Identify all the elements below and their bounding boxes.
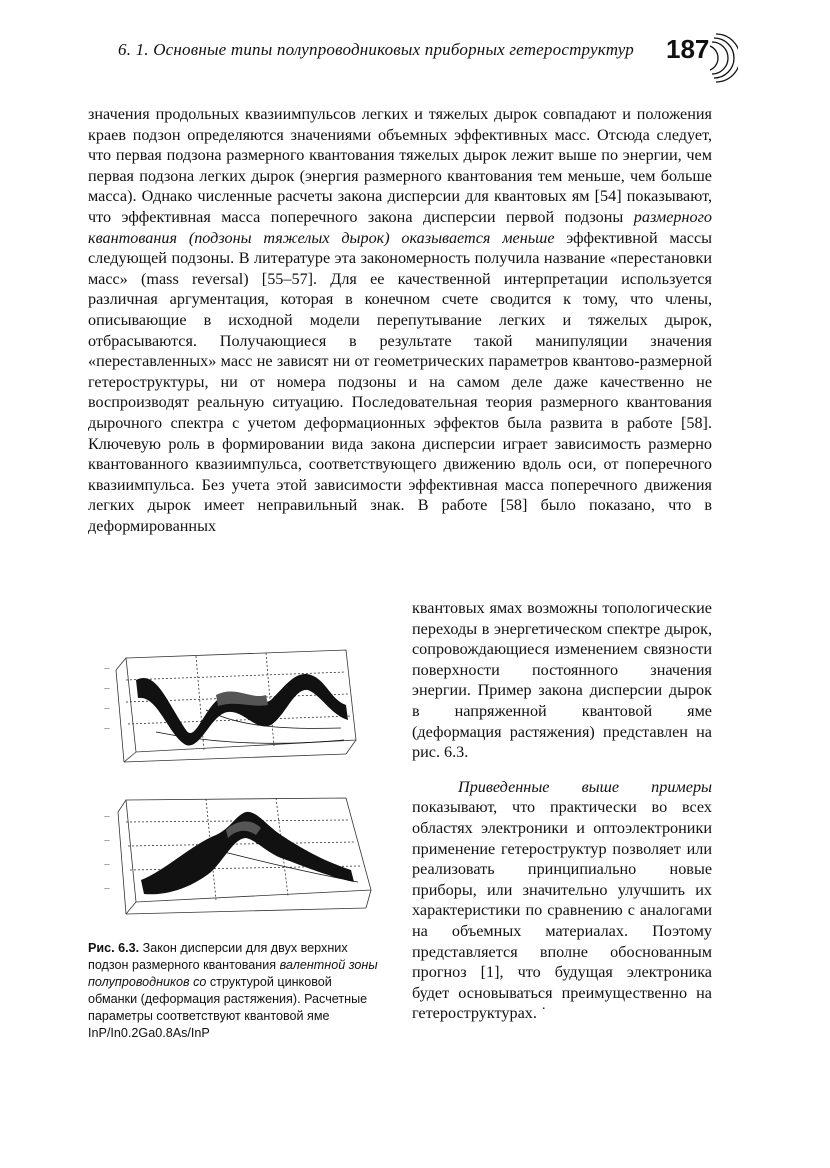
figure-caption-text: Закон дисперсии для двух верхних подзон размерного квантования: [88, 941, 348, 972]
closing-paragraph-italic: Приведенные выше примеры: [458, 777, 712, 796]
running-head: 6. 1. Основные типы полупроводниковых приборных гетероструктур: [118, 40, 634, 59]
paragraph-text-continued: эффективной массы следующей подзоны. В литературе эта закономерность получила название «перестановки масс» (mass reversal) [55–57]. Для ее качественной интерпретации используется различная аргументация, которая в конечном счете сводится к тому, что члены, описывающие в исходной модели перепутывание легких и тяжелых дырок, отбрасываются. Получающиеся в результате такой манипуляции значения «переставленных» масс не зависят ни от геометрических параметров квантово-размерной гетероструктуры, ни от номера подзоны и на самом деле даже качественно не воспроизводят реальную ситуацию. Последовательная теория размерного квантования дырочного спектра с учетом деформационных эффектов была развита в работе [58]. Ключевую роль в формировании вида закона дисперсии играет зависимость размерно квантованного квазиимпульса, соответствующего движению вдоль оси, от поперечного квазиимпульса. Без учета этой зависимости эффективная масса поперечного движения легких дырок имеет неправильный знак. В работе [58] было показано, что в деформированных: [88, 228, 712, 535]
body-paragraph: [88, 104, 712, 536]
closing-paragraph: [412, 777, 712, 1024]
figure-caption: [88, 940, 378, 1042]
figure-caption-text-2: структурой цинковой обманки (деформация растяжения). Расчетные параметры соответствуют квантовой яме: [88, 975, 368, 1023]
svg-text:—: —: [104, 685, 110, 692]
svg-text:—: —: [104, 813, 110, 820]
figure-caption-label: Рис. 6.3.: [88, 941, 140, 955]
right-column-text: [412, 598, 712, 1024]
paragraph-text: значения продольных квазиимпульсов легких и тяжелых дырок совпадают и положения краев подзон определяются значениями объемных эффективных масс. Отсюда следует, что первая подзона размерного квантования тяжелых дырок лежит выше по энергии, чем первая подзона легких дырок (энергия размерного квантования тем меньше, чем больше масса). Однако численные расчеты закона дисперсии для квантовых ям [54] показывают, что эффективная масса поперечного закона дисперсии первой подзоны: [88, 105, 712, 226]
svg-text:—: —: [104, 885, 110, 892]
svg-text:—: —: [104, 705, 110, 712]
svg-text:—: —: [104, 725, 110, 732]
page-number: 187: [666, 34, 710, 64]
closing-paragraph-text: показывают, что практически во всех областях электроники и оптоэлектроники применение гетероструктур позволяет или реализовать принципиально новые приборы, или значительно улучшить их характеристики по сравнению с аналогами на объемных материалах. Поэтому представляется вполне обоснованным прогноз [1], что будущая электроника будет основываться преимущественно на гетероструктурах. ˙: [412, 798, 712, 1023]
paragraph-italic-text: размерного квантования (подзоны тяжелых дырок) оказывается меньше: [88, 207, 713, 247]
svg-text:—: —: [104, 665, 110, 672]
page-number-ornament-icon: [688, 28, 738, 88]
main-body-text: [88, 104, 712, 536]
dispersion-surface-plot-lower: [96, 790, 386, 930]
page-header: [88, 28, 738, 88]
figure-caption-formula: InP/In0.2Ga0.8As/InP: [88, 1026, 210, 1040]
svg-text:—: —: [104, 861, 110, 868]
figure-caption-italic: валентной зоны полупроводников со: [88, 958, 378, 989]
dispersion-surface-plot-upper: [96, 640, 366, 770]
svg-text:—: —: [104, 837, 110, 844]
right-column-paragraph-end: квантовых ямах возможны топологические переходы в энергетическом спектре дырок, сопровождающиеся изменением связности поверхности постоянного значения энергии. Пример закона дисперсии дырок в напряженной квантовой яме (деформация растяжения) представлен на рис. 6.3.: [412, 599, 712, 762]
